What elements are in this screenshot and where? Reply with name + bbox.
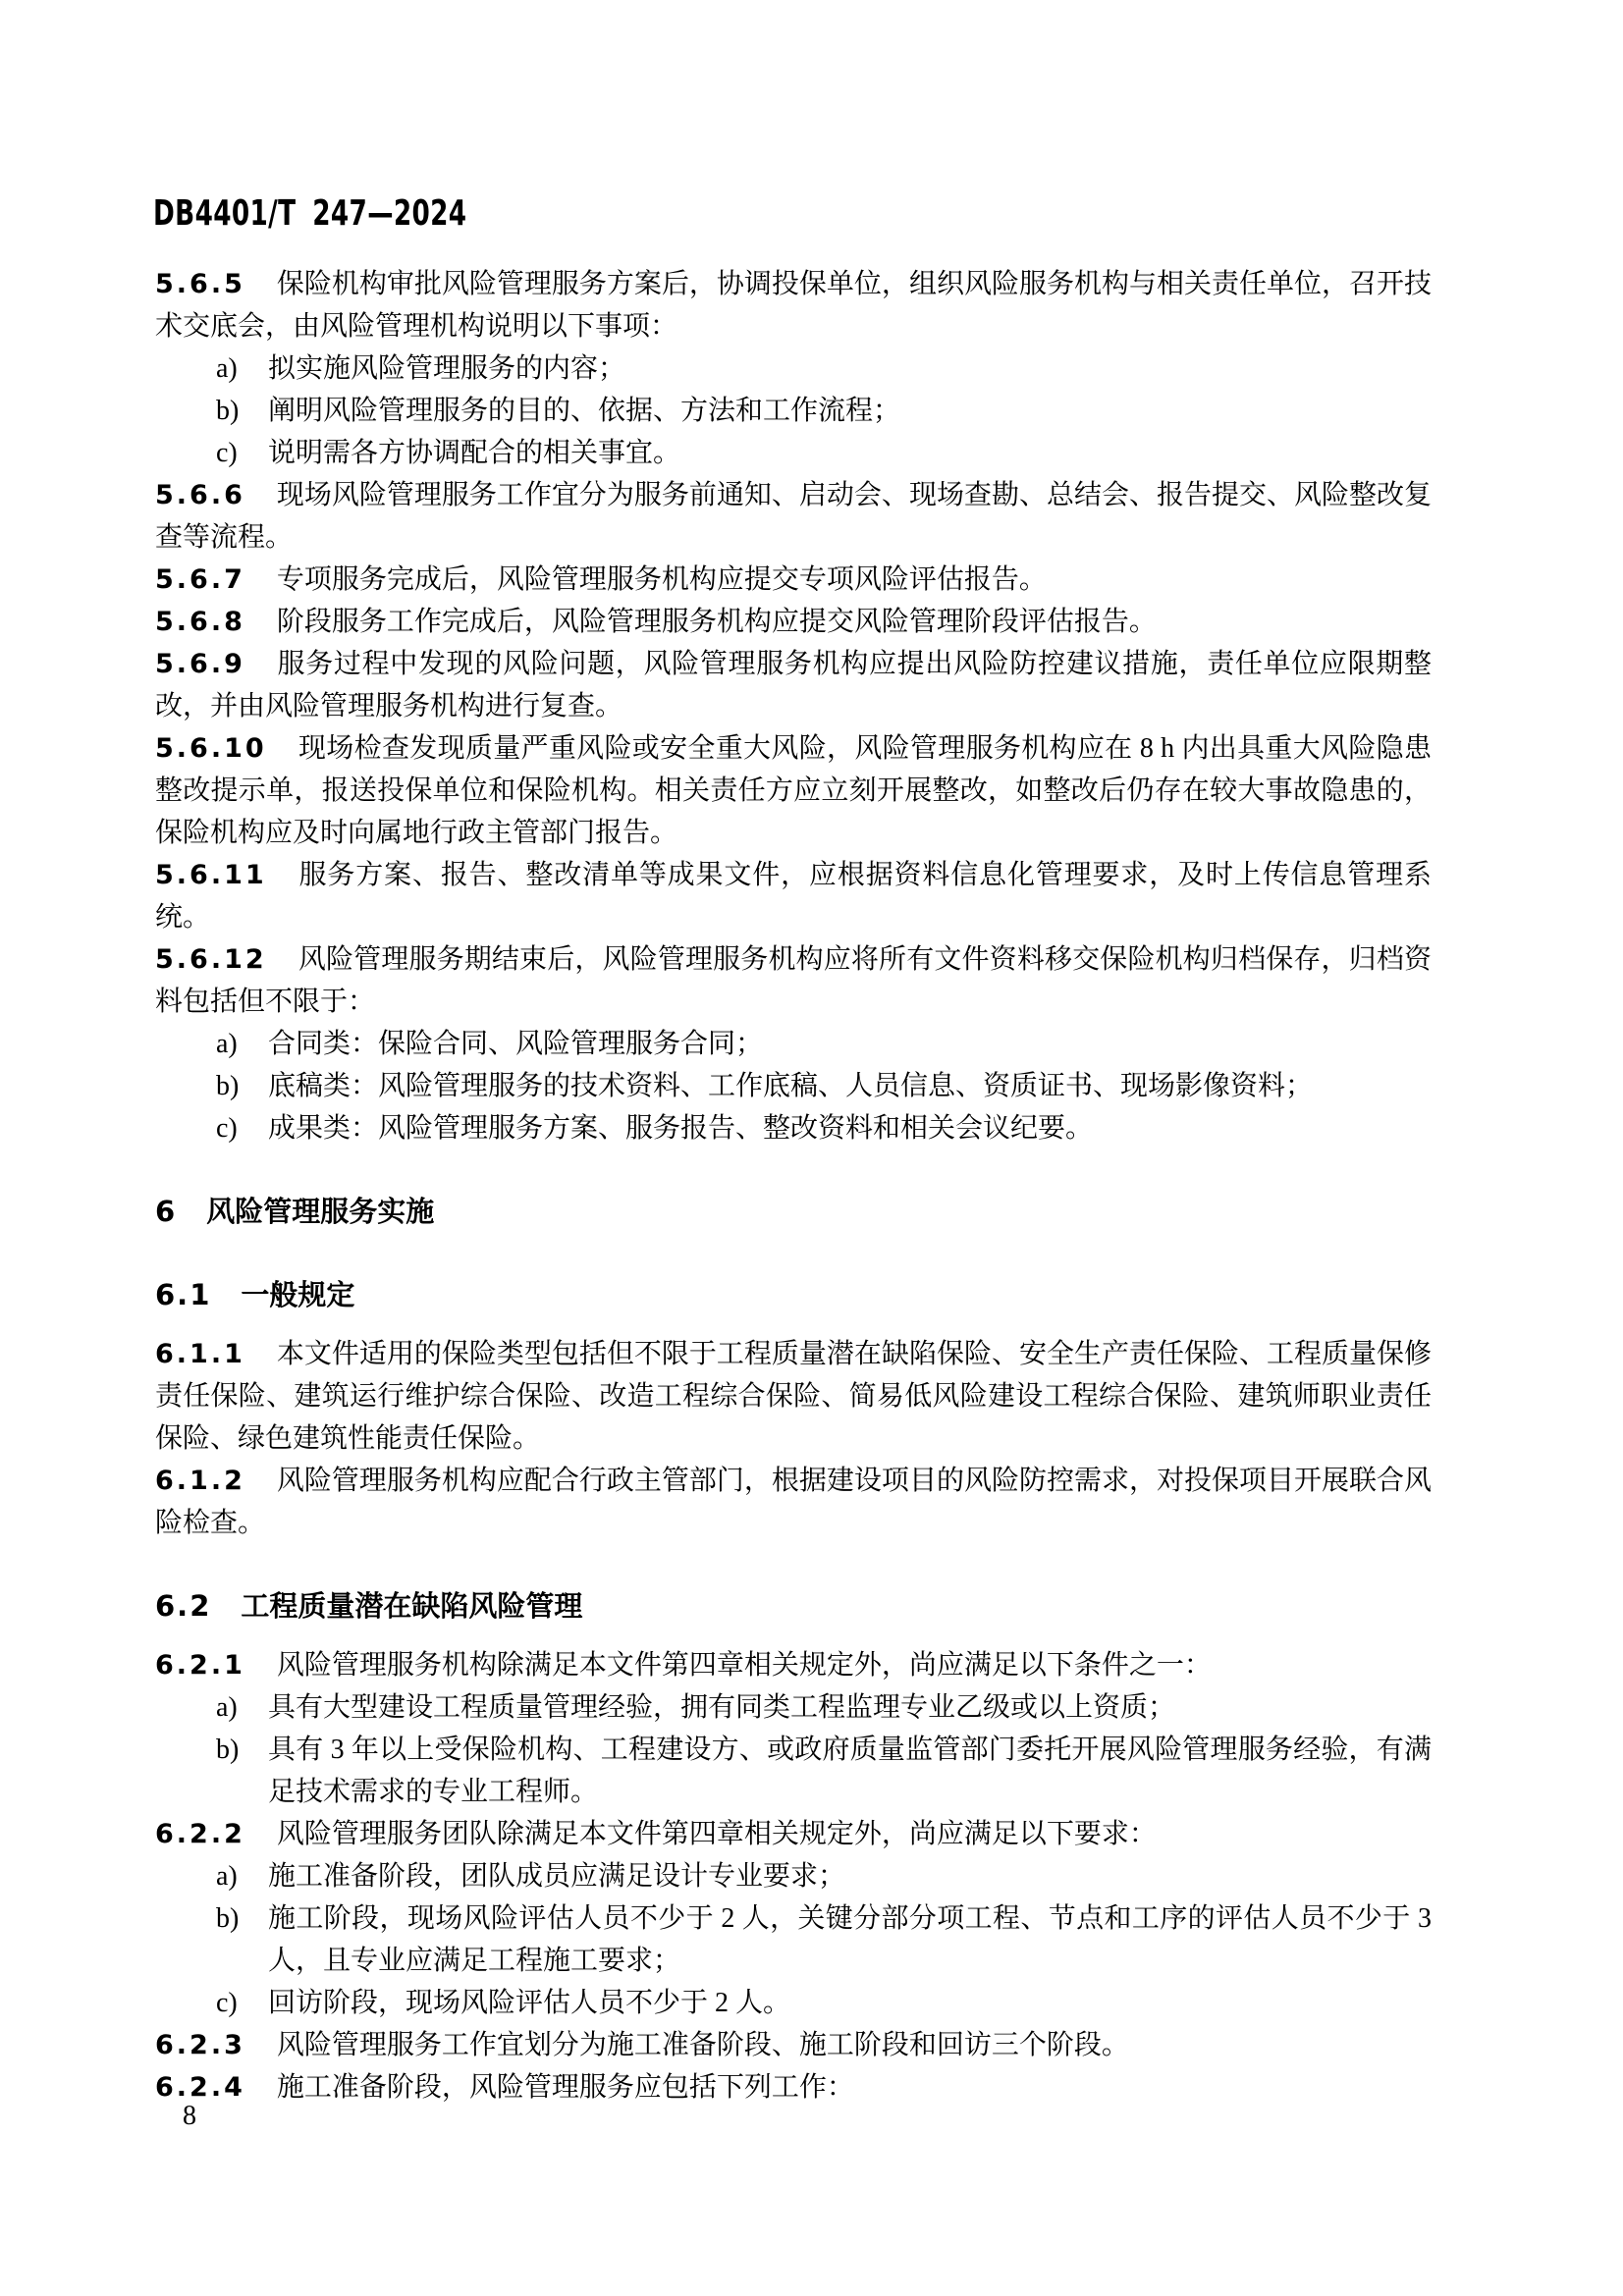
list-item-text: 施工准备阶段，团队成员应满足设计专业要求； (268, 1861, 846, 1892)
document-body (155, 263, 1432, 2109)
clause-number: 5.6.7 (155, 564, 245, 595)
list-item-text: 成果类：风险管理服务方案、服务报告、整改资料和相关会议纪要。 (268, 1113, 1094, 1144)
list-item-b (155, 1065, 1432, 1107)
clause-5-6-6 (155, 474, 1432, 559)
clause-number: 5.6.10 (155, 733, 267, 764)
clause-text: 施工准备阶段，风险管理服务应包括下列工作： (276, 2072, 854, 2103)
clause-text: 风险管理服务期结束后，风险管理服务机构应将所有文件资料移交保险机构归档保存，归档资料包括但不限于： (155, 944, 1432, 1017)
clause-number: 5.6.8 (155, 607, 245, 637)
section-heading-6-2 (155, 1585, 1432, 1628)
list-marker: a) (216, 353, 238, 384)
clause-text: 服务方案、报告、整改清单等成果文件，应根据资料信息化管理要求，及时上传信息管理系统。 (155, 860, 1432, 933)
list-marker: c) (216, 438, 238, 468)
list-item-text: 具有大型建设工程质量管理经验，拥有同类工程监理专业乙级或以上资质； (268, 1692, 1176, 1723)
clause-number: 5.6.12 (155, 944, 267, 975)
list-item-c (155, 1982, 1432, 2024)
clause-6-1-2 (155, 1460, 1432, 1544)
heading-text: 一般规定 (241, 1278, 355, 1311)
list-item-c (155, 432, 1432, 474)
clause-6-2-2 (155, 1813, 1432, 1855)
page-number: 8 (183, 2101, 196, 2131)
clause-text: 现场风险管理服务工作宜分为服务前通知、启动会、现场查勘、总结会、报告提交、风险整改复查等流程。 (155, 480, 1432, 553)
list-marker: a) (216, 1861, 238, 1892)
list-item-a (155, 1686, 1432, 1729)
clause-5-6-12 (155, 938, 1432, 1023)
clause-number: 5.6.6 (155, 480, 245, 510)
heading-text: 风险管理服务实施 (206, 1195, 435, 1228)
clause-5-6-7 (155, 559, 1432, 601)
clause-6-2-4 (155, 2066, 1432, 2109)
clause-text: 阶段服务工作完成后，风险管理服务机构应提交风险管理阶段评估报告。 (276, 607, 1157, 637)
list-item-text: 回访阶段，现场风险评估人员不少于 2 人。 (268, 1988, 791, 2018)
list-item-text: 说明需各方协调配合的相关事宜。 (268, 438, 681, 468)
list-item-b (155, 1729, 1432, 1813)
clause-number: 6.2.1 (155, 1650, 245, 1681)
list-item-text: 拟实施风险管理服务的内容； (268, 353, 626, 384)
clause-6-2-1 (155, 1644, 1432, 1686)
list-marker: b) (216, 1903, 240, 1934)
list-item-b (155, 390, 1432, 432)
list-item-text: 合同类：保险合同、风险管理服务合同； (268, 1029, 764, 1059)
heading-number: 6.2 (155, 1589, 212, 1623)
list-item-a (155, 1023, 1432, 1065)
clause-text: 本文件适用的保险类型包括但不限于工程质量潜在缺陷保险、安全生产责任保险、工程质量保修责任保险、建筑运行维护综合保险、改造工程综合保险、简易低风险建设工程综合保险、建筑师职业责任保险、绿色建筑性能责任保险。 (155, 1339, 1432, 1454)
clause-6-2-3 (155, 2024, 1432, 2066)
heading-number: 6.1 (155, 1278, 212, 1311)
clause-text: 风险管理服务机构应配合行政主管部门，根据建设项目的风险防控需求，对投保项目开展联合风险检查。 (155, 1466, 1432, 1538)
clause-5-6-11 (155, 854, 1432, 938)
clause-number: 6.2.3 (155, 2030, 245, 2060)
clause-number: 6.1.1 (155, 1339, 245, 1369)
chapter-heading-6 (155, 1191, 1432, 1233)
clause-5-6-5 (155, 263, 1432, 347)
list-marker: b) (216, 1735, 240, 1765)
list-item-b (155, 1897, 1432, 1982)
list-item-text: 施工阶段，现场风险评估人员不少于 2 人，关键分部分项工程、节点和工序的评估人员不少于 3 人，且专业应满足工程施工要求； (268, 1903, 1432, 1976)
clause-5-6-9 (155, 643, 1432, 727)
heading-text: 工程质量潜在缺陷风险管理 (241, 1589, 583, 1623)
clause-number: 6.2.2 (155, 1819, 245, 1849)
list-item-a (155, 1855, 1432, 1897)
clause-number: 5.6.9 (155, 649, 245, 679)
clause-text: 风险管理服务工作宜划分为施工准备阶段、施工阶段和回访三个阶段。 (276, 2030, 1129, 2060)
heading-number: 6 (155, 1195, 178, 1228)
list-marker: c) (216, 1988, 238, 2018)
list-item-text: 阐明风险管理服务的目的、依据、方法和工作流程； (268, 396, 901, 426)
list-item-text: 具有 3 年以上受保险机构、工程建设方、或政府质量监管部门委托开展风险管理服务经验，有满足技术需求的专业工程师。 (268, 1735, 1432, 1807)
list-marker: b) (216, 1071, 240, 1101)
clause-number: 6.2.4 (155, 2072, 245, 2103)
list-marker: b) (216, 396, 240, 426)
clause-5-6-10 (155, 727, 1432, 854)
clause-number: 6.1.2 (155, 1466, 245, 1496)
list-item-a (155, 347, 1432, 390)
list-item-text: 底稿类：风险管理服务的技术资料、工作底稿、人员信息、资质证书、现场影像资料； (268, 1071, 1314, 1101)
clause-6-1-1 (155, 1333, 1432, 1460)
clause-number: 5.6.11 (155, 860, 267, 890)
list-marker: a) (216, 1692, 238, 1723)
clause-5-6-8 (155, 601, 1432, 643)
clause-text: 风险管理服务团队除满足本文件第四章相关规定外，尚应满足以下要求： (276, 1819, 1157, 1849)
section-heading-6-1 (155, 1274, 1432, 1316)
list-item-c (155, 1107, 1432, 1149)
clause-text: 风险管理服务机构除满足本文件第四章相关规定外，尚应满足以下条件之一： (276, 1650, 1212, 1681)
list-marker: a) (216, 1029, 238, 1059)
clause-text: 专项服务完成后，风险管理服务机构应提交专项风险评估报告。 (276, 564, 1047, 595)
list-marker: c) (216, 1113, 238, 1144)
clause-number: 5.6.5 (155, 269, 245, 299)
clause-text: 现场检查发现质量严重风险或安全重大风险，风险管理服务机构应在 8 h 内出具重大风险隐患整改提示单，报送投保单位和保险机构。相关责任方应立刻开展整改，如整改后仍存在较大事故隐患的，保险机构应及时向属地行政主管部门报告。 (155, 733, 1432, 848)
clause-text: 服务过程中发现的风险问题，风险管理服务机构应提出风险防控建议措施，责任单位应限期整改，并由风险管理服务机构进行复查。 (155, 649, 1432, 721)
clause-text: 保险机构审批风险管理服务方案后，协调投保单位，组织风险服务机构与相关责任单位，召开技术交底会，由风险管理机构说明以下事项： (155, 269, 1432, 342)
document-standard-number: DB4401/T 247—2024 (153, 193, 467, 234)
